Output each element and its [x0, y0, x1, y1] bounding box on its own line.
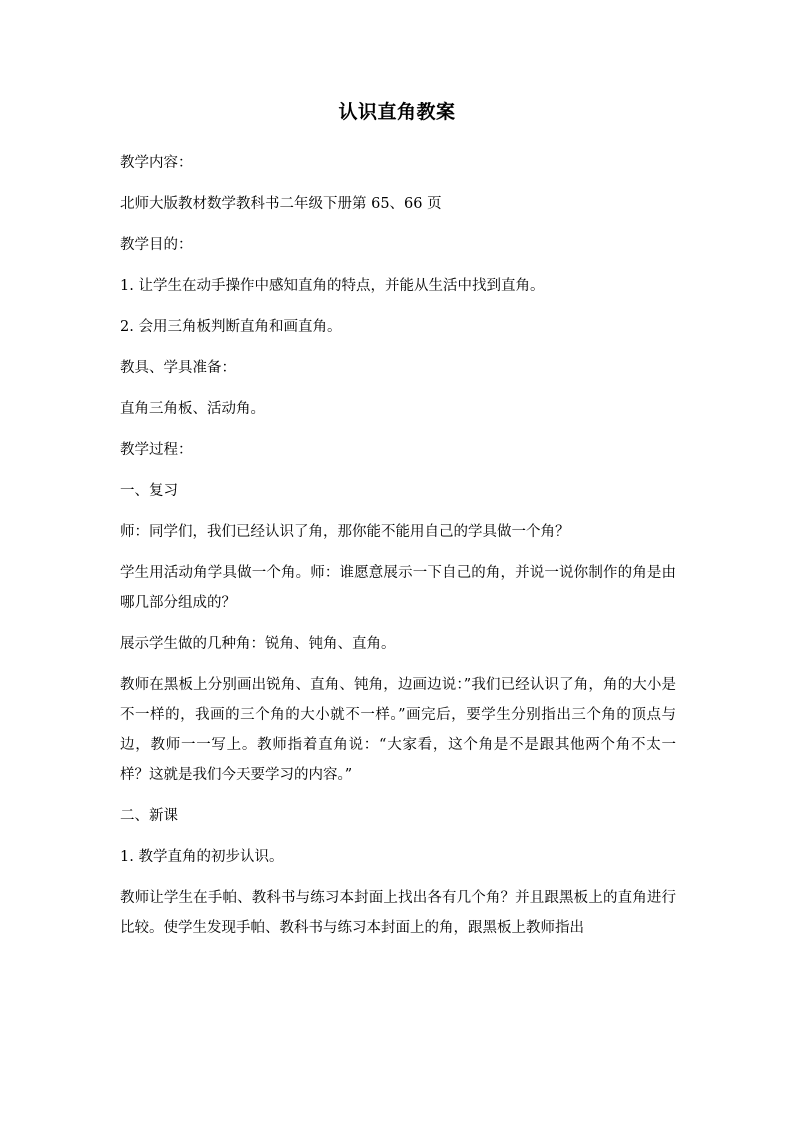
paragraph-goal-2: 2. 会用三角板判断直角和画直角。: [120, 319, 342, 335]
paragraph-materials-heading: 教具、学具准备：: [120, 360, 236, 376]
paragraph-goal-1: 1. 让学生在动手操作中感知直角的特点，并能从生活中找到直角。: [120, 278, 545, 294]
paragraph-blackboard-demo: 教师在黑板上分别画出锐角、直角、钝角，边画边说：”我们已经认识了角，角的大小是不一样的，我画的三个角的大小就不一样。”画完后，要学生分别指出三个角的顶点与边，教师一一写上。教师指着直角说：“大家看，这个角是不是跟其他两个角不太一样？这就是我们今天要学习的内容。”: [120, 677, 676, 783]
document-title: 认识直角教案: [338, 101, 456, 123]
paragraph-section-new-lesson: 二、新课: [120, 808, 178, 824]
paragraph-section-review: 一、复习: [120, 483, 178, 499]
paragraph-show-angles: 展示学生做的几种角：锐角、钝角、直角。: [120, 636, 396, 652]
paragraph-student-activity: 学生用活动角学具做一个角。师：谁愿意展示一下自己的角，并说一说你制作的角是由哪几部分组成的？: [120, 565, 676, 611]
paragraph-teacher-question: 师：同学们，我们已经认识了角，那你能不能用自己的学具做一个角？: [120, 524, 570, 540]
paragraph-teaching-goals-heading: 教学目的：: [120, 237, 193, 253]
paragraph-step-1: 1. 教学直角的初步认识。: [120, 849, 284, 865]
paragraph-materials: 直角三角板、活动角。: [120, 401, 265, 417]
paragraph-find-angles: 教师让学生在手帕、教科书与练习本封面上找出各有几个角？并且跟黑板上的直角进行比较。使学生发现手帕、教科书与练习本封面上的角，跟黑板上教师指出: [120, 890, 676, 936]
paragraph-textbook-reference: 北师大版教材数学教科书二年级下册第 65、66 页: [120, 196, 442, 212]
document-body: [120, 148, 676, 954]
paragraph-process-heading: 教学过程：: [120, 442, 193, 458]
paragraph-teaching-content-heading: 教学内容：: [120, 155, 193, 171]
